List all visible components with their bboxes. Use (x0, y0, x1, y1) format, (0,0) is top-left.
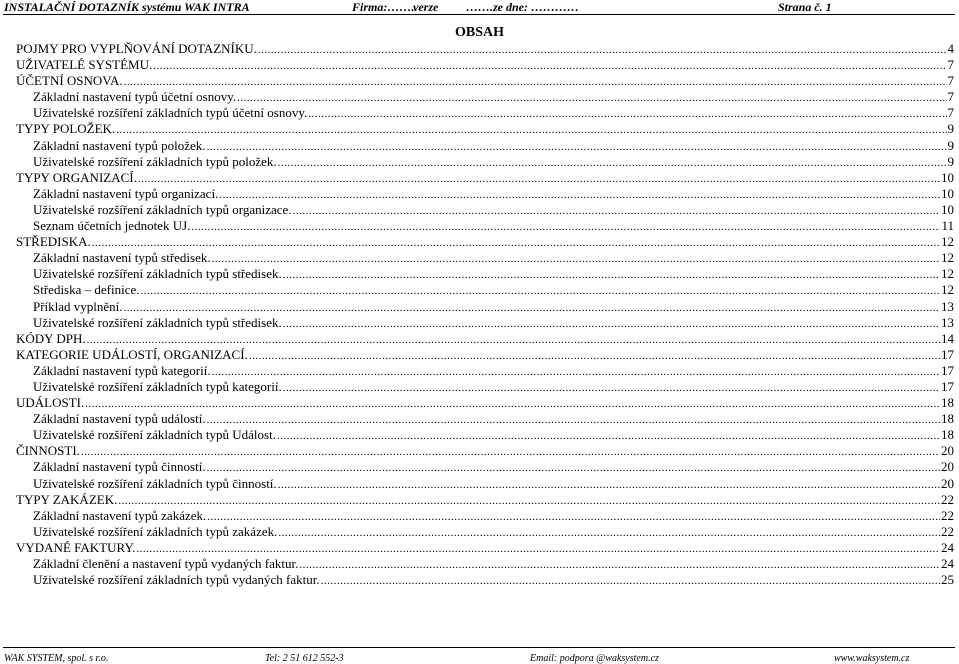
toc-entry-label: TYPY ZAKÁZEK. (16, 491, 118, 507)
toc-entry-page: 7 (947, 105, 954, 121)
toc-entry-label: Uživatelské rozšíření základních typů účetní osnovy. (33, 105, 308, 121)
toc-entry-page: 22 (941, 523, 954, 539)
toc-entry-label: VYDANÉ FAKTURY. (16, 539, 136, 555)
toc-entry[interactable] (16, 218, 954, 234)
toc-dot-leader (87, 332, 940, 348)
footer-phone: Tel: 2 51 612 552-3 (265, 653, 344, 664)
toc-entry-page: 7 (947, 89, 954, 105)
header-page-number: Strana č. 1 (778, 0, 832, 14)
toc-entry-page: 14 (941, 330, 954, 346)
toc-entry[interactable] (16, 105, 954, 121)
toc-dot-leader (219, 187, 940, 203)
toc-dot-leader (92, 235, 940, 251)
toc-dot-leader (283, 267, 940, 283)
toc-entry-label: Uživatelské rozšíření základních typů Událost. (33, 427, 276, 443)
toc-entry[interactable] (16, 266, 954, 282)
toc-entry[interactable] (16, 41, 954, 57)
toc-entry[interactable] (16, 492, 954, 508)
toc-entry[interactable] (16, 170, 954, 186)
toc-entry[interactable] (16, 540, 954, 556)
toc-entry[interactable] (16, 315, 954, 331)
toc-entry-label: Uživatelské rozšíření základních typů vydaných faktur. (33, 572, 320, 588)
footer-company: WAK SYSTEM, spol. s r.o. (4, 653, 109, 664)
toc-entry-label: TYPY POLOŽEK. (16, 121, 116, 137)
footer-email: Email: podpora @waksystem.cz (530, 653, 659, 664)
toc-entry-label: Základní nastavení typů kategorií. (33, 362, 211, 378)
toc-entry-page: 24 (941, 539, 954, 555)
toc-entry-label: KATEGORIE UDÁLOSTÍ, ORGANIZACÍ. (16, 346, 248, 362)
toc-entry-page: 20 (941, 459, 954, 475)
toc-entry[interactable] (16, 282, 954, 298)
toc-entry-label: Základní nastavení typů událostí. (33, 411, 206, 427)
toc-entry[interactable] (16, 299, 954, 315)
toc-dot-leader (237, 90, 946, 106)
footer-website: www.waksystem.cz (834, 653, 910, 664)
toc-entry-page: 12 (941, 282, 954, 298)
toc-dot-leader (124, 74, 947, 90)
toc-dot-leader (136, 541, 940, 557)
toc-entry-label: Uživatelské rozšíření základních typů činností. (33, 475, 277, 491)
toc-entry[interactable] (16, 202, 954, 218)
toc-entry[interactable] (16, 411, 954, 427)
toc-entry-label: UŽIVATELÉ SYSTÉMU. (16, 57, 153, 73)
toc-dot-leader (124, 300, 940, 316)
toc-entry-label: Uživatelské rozšíření základních typů položek. (33, 153, 277, 169)
toc-dot-leader (141, 283, 941, 299)
toc-entry-label: Základní nastavení typů položek. (33, 137, 206, 153)
header-version: verze (413, 0, 439, 14)
toc-dot-leader (249, 348, 940, 364)
toc-entry-page: 20 (941, 443, 954, 459)
toc-entry-page: 9 (947, 137, 954, 153)
toc-entry-label: Seznam účetních jednotek UJ. (33, 218, 191, 234)
toc-dot-leader (207, 509, 940, 525)
toc-entry-label: Základní nastavení typů účetní osnovy. (33, 89, 237, 105)
toc-entry[interactable] (16, 459, 954, 475)
toc-entry-page: 17 (941, 362, 954, 378)
toc-entry[interactable] (16, 138, 954, 154)
header-app-name: INSTALAČNÍ DOTAZNÍK systému WAK INTRA (4, 0, 250, 14)
toc-dot-leader (116, 122, 946, 138)
toc-dot-leader (293, 203, 940, 219)
toc-entry[interactable] (16, 57, 954, 73)
toc-dot-leader (283, 316, 940, 332)
toc-dot-leader (138, 171, 940, 187)
toc-entry-page: 18 (941, 395, 954, 411)
toc-dot-leader (278, 525, 940, 541)
toc-entry[interactable] (16, 73, 954, 89)
toc-entry-page: 22 (941, 491, 954, 507)
toc-entry-label: Základní nastavení typů organizací. (33, 185, 219, 201)
toc-entry-label: Uživatelské rozšíření základních typů kategorií. (33, 378, 282, 394)
toc-entry-page: 7 (947, 73, 954, 89)
toc-entry-page: 9 (947, 121, 954, 137)
page-header (3, 0, 955, 15)
toc-entry-page: 13 (941, 314, 954, 330)
toc-entry-label: Uživatelské rozšíření základních typů organizace. (33, 201, 292, 217)
toc-entry-page: 9 (947, 153, 954, 169)
toc-entry-label: Příklad vyplnění. (33, 298, 123, 314)
toc-entry[interactable] (16, 234, 954, 250)
toc-entry[interactable] (16, 379, 954, 395)
toc-entry-page: 10 (941, 169, 954, 185)
toc-entry-page: 12 (941, 266, 954, 282)
toc-dot-leader (207, 460, 940, 476)
toc-entry[interactable] (16, 121, 954, 137)
toc-dot-leader (207, 412, 940, 428)
toc-entry-page: 11 (941, 218, 954, 234)
toc-entry[interactable] (16, 186, 954, 202)
toc-entry-label: Základní nastavení typů činností. (33, 459, 206, 475)
toc-dot-leader (118, 493, 940, 509)
toc-entry[interactable] (16, 89, 954, 105)
toc-entry-label: Uživatelské rozšíření základních typů středisek. (33, 314, 282, 330)
toc-entry-page: 10 (941, 185, 954, 201)
header-date: …….ze dne: ………… (466, 0, 579, 14)
toc-dot-leader (299, 557, 940, 573)
toc-entry[interactable] (16, 331, 954, 347)
toc-entry-label: ČINNOSTI. (16, 443, 80, 459)
toc-dot-leader (153, 58, 946, 74)
toc-entry-page: 13 (941, 298, 954, 314)
toc-dot-leader (277, 428, 940, 444)
toc-dot-leader (258, 42, 947, 58)
toc-entry-label: ÚČETNÍ OSNOVA. (16, 73, 123, 89)
toc-entry-page: 17 (941, 346, 954, 362)
toc-dot-leader (212, 364, 940, 380)
toc-entry-page: 4 (947, 41, 954, 56)
toc-entry-page: 12 (941, 234, 954, 250)
toc-entry-label: STŘEDISKA. (16, 234, 91, 250)
toc-entry-label: TYPY ORGANIZACÍ. (16, 169, 137, 185)
table-of-contents (16, 41, 954, 588)
toc-entry[interactable] (16, 476, 954, 492)
toc-dot-leader (212, 251, 940, 267)
toc-dot-leader (321, 573, 940, 589)
toc-entry[interactable] (16, 154, 954, 170)
toc-entry-label: Základní nastavení typů středisek. (33, 250, 211, 266)
toc-entry-page: 20 (941, 475, 954, 491)
toc-dot-leader (283, 380, 940, 396)
toc-entry-page: 10 (941, 201, 954, 217)
toc-entry[interactable] (16, 347, 954, 363)
toc-entry-page: 24 (941, 556, 954, 571)
toc-dot-leader (81, 444, 940, 460)
toc-dot-leader (207, 139, 947, 155)
toc-dot-leader (278, 155, 947, 171)
toc-entry-label: Uživatelské rozšíření základních typů zakázek. (33, 523, 278, 539)
toc-entry-page: 12 (941, 250, 954, 266)
toc-entry-label: POJMY PRO VYPLŇOVÁNÍ DOTAZNÍKU. (16, 41, 257, 56)
toc-entry-label: Střediska – definice. (33, 282, 140, 298)
toc-dot-leader (308, 106, 946, 122)
toc-entry-label: Základní členění a nastavení typů vydaných faktur. (33, 556, 299, 571)
toc-entry-page: 7 (947, 57, 954, 73)
toc-entry-page: 17 (941, 378, 954, 394)
toc-entry-page: 18 (941, 427, 954, 443)
header-firma: Firma:…….. (352, 0, 418, 14)
toc-entry-label: UDÁLOSTI. (16, 395, 85, 411)
toc-entry[interactable] (16, 395, 954, 411)
toc-entry[interactable] (16, 508, 954, 524)
toc-entry[interactable] (16, 250, 954, 266)
toc-entry-label: Základní nastavení typů zakázek. (33, 507, 207, 523)
toc-entry-label: Uživatelské rozšíření základních typů středisek. (33, 266, 282, 282)
toc-entry-page: 18 (941, 411, 954, 427)
toc-entry-page: 25 (941, 572, 954, 588)
page-footer (3, 647, 955, 664)
page-title: OBSAH (454, 25, 504, 40)
toc-entry[interactable] (16, 427, 954, 443)
toc-entry[interactable] (16, 572, 954, 588)
toc-dot-leader (191, 219, 940, 235)
toc-entry[interactable] (16, 556, 954, 572)
toc-entry[interactable] (16, 524, 954, 540)
toc-entry[interactable] (16, 443, 954, 459)
toc-dot-leader (278, 477, 940, 493)
toc-entry[interactable] (16, 363, 954, 379)
toc-entry-label: KÓDY DPH. (16, 330, 86, 346)
toc-dot-leader (85, 396, 940, 412)
toc-entry-page: 22 (941, 507, 954, 523)
